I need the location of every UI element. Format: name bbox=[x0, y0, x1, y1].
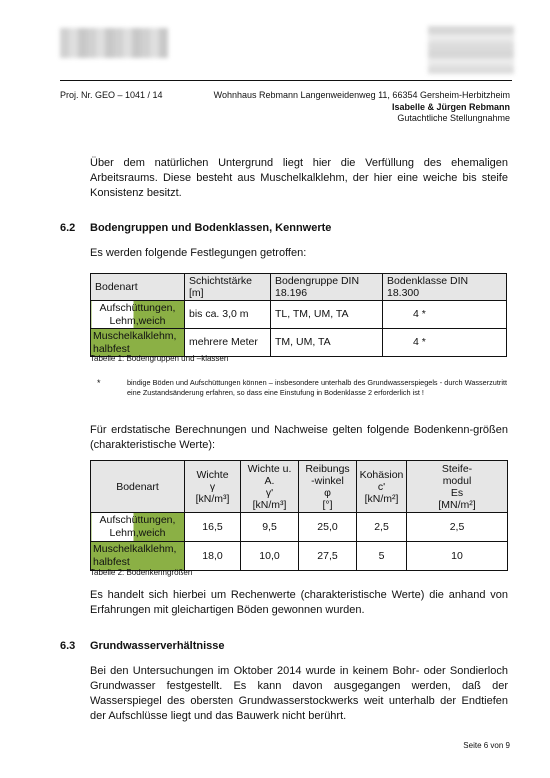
table-cell: bis ca. 3,0 m bbox=[185, 301, 271, 329]
table-cell: 5 bbox=[357, 542, 407, 571]
groundwater-paragraph: Bei den Untersuchungen im Oktober 2014 wurde in keinem Bohr- oder Sondierloch Grundwasser festgestellt. Es kann davon ausgegangen werden, daß der Wasserspiegel des obersten Grundwasserstockwerks weit unterhalb der Endtiefen der Aufschlüsse liegt und das Bauwerk nicht berührt. bbox=[90, 665, 508, 722]
table-cell: 9,5 bbox=[241, 513, 299, 542]
header-label: Reibungs bbox=[305, 462, 350, 475]
table-header-cell bbox=[357, 461, 407, 513]
table-row bbox=[91, 329, 507, 357]
section-heading-6-3 bbox=[60, 640, 225, 652]
footnote-mark: * bbox=[97, 378, 101, 388]
footnote-text: bindige Böden und Aufschüttungen können – insbesondere unterhalb des Grundwasserspiegels - durch Wasserzutritt eine Zustandsänderung erfahren, so dass eine Einstufung in Bodenklasse 2 erforderlich ist ! bbox=[127, 378, 507, 397]
table-cell: 4 * bbox=[383, 301, 507, 329]
project-owner: Isabelle & Jürgen Rebmann bbox=[391, 101, 510, 112]
table-header-cell bbox=[185, 461, 241, 513]
table-header-cell bbox=[91, 461, 185, 513]
header-unit: [kN/m³] bbox=[195, 492, 230, 505]
table-cell-soil-type: Muschelkalklehm, halbfest bbox=[91, 542, 185, 571]
table-header-cell: Schichtstärke [m] bbox=[185, 274, 271, 301]
header-unit: [kN/m²] bbox=[364, 492, 399, 505]
table-cell: 2,5 bbox=[407, 513, 508, 542]
table-cell: TM, UM, TA bbox=[271, 329, 383, 357]
header-symbol: Es bbox=[450, 486, 464, 499]
table-cell: mehrere Meter bbox=[185, 329, 271, 357]
header-symbol: c' bbox=[377, 480, 386, 493]
header-unit: [°] bbox=[322, 498, 333, 511]
header-label: Wichte u. bbox=[247, 462, 292, 475]
header-symbol: γ bbox=[209, 480, 216, 493]
project-number: Proj. Nr. GEO – 1041 / 14 bbox=[60, 90, 163, 100]
table-cell-soil-type: Aufschüttungen, Lehm,weich bbox=[91, 513, 185, 542]
intro-paragraph: Über dem natürlichen Untergrund liegt hier die Verfüllung des ehemaligen Arbeitsraums. Diese besteht aus Muschelkalklehm, der hier eine weiche bis steife Konsistenz besitzt. bbox=[90, 157, 508, 199]
soil-classes-table bbox=[90, 273, 507, 357]
header-label: Steife- bbox=[441, 462, 473, 475]
header-label: Bodenart bbox=[116, 480, 159, 493]
table-cell: 10 bbox=[407, 542, 508, 571]
section-lead-2: Für erdstatische Berechnungen und Nachweise gelten folgende Bodenkenn-größen (charakteristische Werte): bbox=[90, 424, 508, 451]
header-label: -winkel bbox=[311, 474, 344, 487]
table-row bbox=[91, 513, 508, 542]
table-cell: 18,0 bbox=[185, 542, 241, 571]
section-number: 6.2 bbox=[60, 222, 76, 234]
partner-logo-blurred bbox=[428, 26, 514, 74]
section-number: 6.3 bbox=[60, 640, 76, 652]
table-header-cell bbox=[241, 461, 299, 513]
header-label: modul bbox=[442, 474, 472, 487]
table-cell: 2,5 bbox=[357, 513, 407, 542]
table-header-cell bbox=[407, 461, 508, 513]
section-title: Bodengruppen und Bodenklassen, Kennwerte bbox=[90, 222, 332, 234]
table-cell: 16,5 bbox=[185, 513, 241, 542]
closing-paragraph: Es handelt sich hierbei um Rechenwerte (charakteristische Werte) die anhand von Erfahrungen mit gleichartigen Böden gewonnen wurden. bbox=[90, 589, 508, 616]
table-header-cell: Bodenart bbox=[91, 274, 185, 301]
page-number: Seite 6 von 9 bbox=[463, 741, 510, 750]
section-lead: Es werden folgende Festlegungen getroffen: bbox=[90, 247, 307, 259]
table-cell-soil-type: Muschelkalklehm, halbfest bbox=[91, 329, 185, 357]
table-cell: 27,5 bbox=[299, 542, 357, 571]
company-logo-blurred bbox=[60, 28, 168, 58]
header-label: Wichte bbox=[196, 468, 229, 481]
table-header-cell: Bodenklasse DIN 18.300 bbox=[383, 274, 507, 301]
section-heading-6-2 bbox=[60, 222, 331, 234]
header-symbol: γ' bbox=[265, 486, 274, 499]
header-symbol: φ bbox=[324, 486, 331, 499]
table-caption: Tabelle 1: Bodengruppen und –klassen bbox=[90, 354, 229, 363]
table-cell: 4 * bbox=[383, 329, 507, 357]
table-header-row bbox=[91, 274, 507, 301]
table-header-row bbox=[91, 461, 508, 513]
table-cell: 25,0 bbox=[299, 513, 357, 542]
header-label: A. bbox=[264, 474, 275, 487]
header-divider bbox=[60, 80, 512, 81]
table-caption: Tabelle 2: Bodenkenngrößen bbox=[90, 568, 193, 577]
document-type: Gutachtliche Stellungnahme bbox=[397, 113, 510, 123]
table-cell-soil-type: Aufschüttungen, Lehm,weich bbox=[91, 301, 185, 329]
table-header-cell bbox=[299, 461, 357, 513]
project-address: Wohnhaus Rebmann Langenweidenweg 11, 66354 Gersheim-Herbitzheim bbox=[213, 90, 510, 100]
header-unit: [MN/m²] bbox=[438, 498, 476, 511]
header-label: Kohäsion bbox=[359, 468, 404, 481]
soil-parameters-table bbox=[90, 460, 508, 571]
table-header-cell: Bodengruppe DIN 18.196 bbox=[271, 274, 383, 301]
table-row bbox=[91, 301, 507, 329]
table-row bbox=[91, 542, 508, 571]
header-unit: [kN/m³] bbox=[252, 498, 287, 511]
section-title: Grundwasserverhältnisse bbox=[90, 640, 225, 652]
table-cell: 10,0 bbox=[241, 542, 299, 571]
table-cell: TL, TM, UM, TA bbox=[271, 301, 383, 329]
